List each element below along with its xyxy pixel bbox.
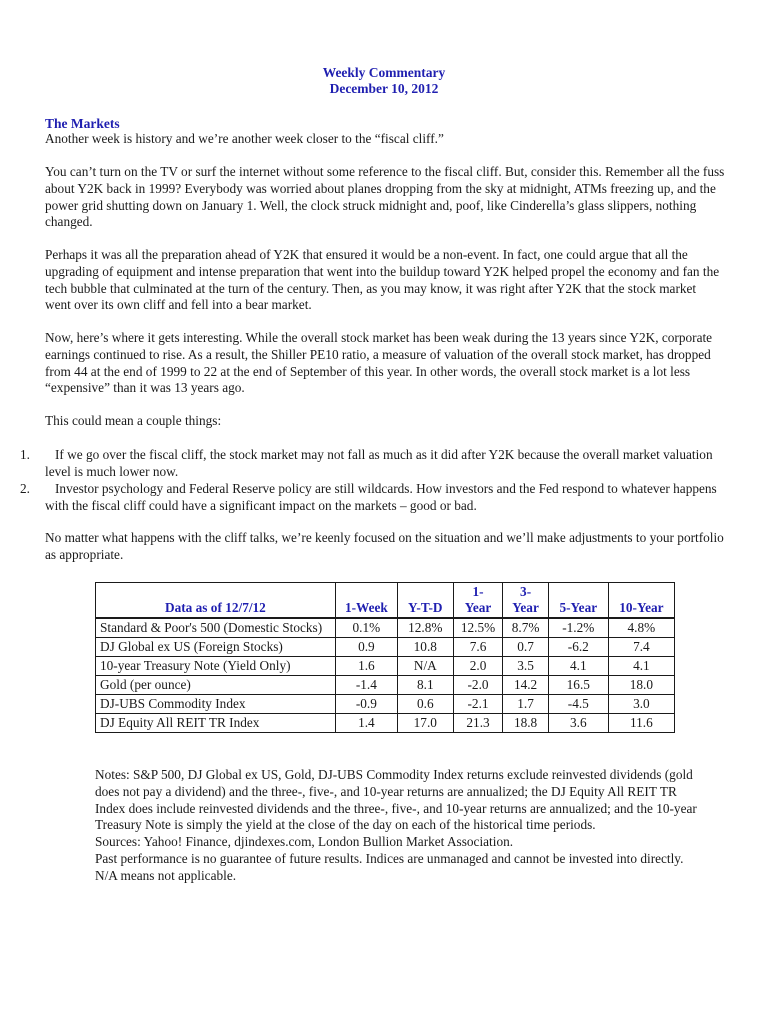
cell-1-year: 21.3 [453, 714, 503, 733]
disclaimer-text: Past performance is no guarantee of future results. Indices are unmanaged and cannot be invested into directly. N/A means not applicable. [95, 850, 684, 883]
table-row [96, 657, 675, 676]
row-name: DJ Equity All REIT TR Index [96, 714, 336, 733]
cell-5-year: 16.5 [548, 676, 608, 695]
sources-text: Sources: Yahoo! Finance, djindexes.com, London Bullion Market Association. [95, 834, 514, 850]
returns-table [95, 582, 675, 733]
table-row [96, 618, 675, 638]
cell-10-year: 11.6 [608, 714, 674, 733]
row-name: Gold (per ounce) [96, 676, 336, 695]
header-1-week: 1-Week [335, 583, 397, 619]
list-number: 2. [20, 481, 30, 496]
header-data-as-of: Data as of 12/7/12 [96, 583, 336, 619]
cell-1-year: -2.1 [453, 695, 503, 714]
cell-ytd: 10.8 [397, 638, 453, 657]
row-name: DJ-UBS Commodity Index [96, 695, 336, 714]
header-3-year: 3- Year [503, 583, 548, 619]
header-ytd: Y-T-D [397, 583, 453, 619]
paragraph-4: This could mean a couple things: [45, 413, 222, 428]
row-name: DJ Global ex US (Foreign Stocks) [96, 638, 336, 657]
table-header-row [96, 583, 675, 619]
cell-10-year: 4.1 [608, 657, 674, 676]
cell-1-week: -0.9 [335, 695, 397, 714]
cell-1-year: 12.5% [453, 618, 503, 638]
cell-1-year: 2.0 [453, 657, 503, 676]
cell-1-week: 0.9 [335, 638, 397, 657]
cell-ytd: 8.1 [397, 676, 453, 695]
cell-3-year: 3.5 [503, 657, 548, 676]
header-10-year: 10-Year [608, 583, 674, 619]
table-row [96, 676, 675, 695]
table-row [96, 714, 675, 733]
cell-10-year: 7.4 [608, 638, 674, 657]
cell-3-year: 8.7% [503, 618, 548, 638]
list-text: If we go over the fiscal cliff, the stock market may not fall as much as it did after Y2K because the overall market valuation level is much lower now. [45, 447, 713, 479]
cell-5-year: -4.5 [548, 695, 608, 714]
table-row [96, 638, 675, 657]
cell-3-year: 18.8 [503, 714, 548, 733]
header-5-year: 5-Year [548, 583, 608, 619]
document-date: December 10, 2012 [329, 81, 439, 96]
cell-10-year: 3.0 [608, 695, 674, 714]
notes-block [95, 767, 705, 885]
cell-1-week: 0.1% [335, 618, 397, 638]
cell-3-year: 0.7 [503, 638, 548, 657]
document-title: Weekly Commentary [322, 65, 446, 80]
cell-10-year: 4.8% [608, 618, 674, 638]
row-name: 10-year Treasury Note (Yield Only) [96, 657, 336, 676]
paragraph-3: Now, here’s where it gets interesting. While the overall stock market has been weak during the 13 years since Y2K, corporate earnings continued to rise. As a result, the Shiller PE10 ratio, a measure of valuation of the overall stock market, has dropped from 44 at the end of 1999 to 22 at the end of September of this year. In other words, the overall stock market is a lot less “expensive” than it was 13 years ago. [45, 330, 713, 396]
cell-1-year: 7.6 [453, 638, 503, 657]
cell-5-year: -6.2 [548, 638, 608, 657]
cell-1-week: 1.4 [335, 714, 397, 733]
cell-ytd: 0.6 [397, 695, 453, 714]
section-heading: The Markets [45, 116, 120, 131]
list-text: Investor psychology and Federal Reserve policy are still wildcards. How investors and the Fed respond to whatever happens with the fiscal cliff could have a significant impact on the markets – good or bad. [45, 481, 717, 513]
title-block [0, 65, 768, 97]
cell-1-year: -2.0 [453, 676, 503, 695]
cell-3-year: 1.7 [503, 695, 548, 714]
notes-text: Notes: S&P 500, DJ Global ex US, Gold, DJ-UBS Commodity Index returns exclude reinvested dividends (gold does not pay a dividend) and the three-, five-, and 10-year returns are annualized; the DJ Equity All REIT TR Index does include reinvested dividends and the three-, five-, and 10-year returns are annualized; and the 10-year Treasury Note is simply the yield at the close of the day on each of the historical time periods. [95, 767, 697, 833]
cell-1-week: 1.6 [335, 657, 397, 676]
cell-3-year: 14.2 [503, 676, 548, 695]
header-1-year: 1- Year [453, 583, 503, 619]
list-number: 1. [20, 447, 30, 462]
intro-paragraph: Another week is history and we’re another week closer to the “fiscal cliff.” [45, 131, 444, 146]
cell-1-week: -1.4 [335, 676, 397, 695]
cell-5-year: 4.1 [548, 657, 608, 676]
row-name: Standard & Poor's 500 (Domestic Stocks) [96, 618, 336, 638]
cell-5-year: -1.2% [548, 618, 608, 638]
cell-ytd: 17.0 [397, 714, 453, 733]
cell-10-year: 18.0 [608, 676, 674, 695]
cell-ytd: N/A [397, 657, 453, 676]
cell-ytd: 12.8% [397, 618, 453, 638]
paragraph-1: You can’t turn on the TV or surf the internet without some reference to the fiscal cliff. But, consider this. Remember all the fuss about Y2K back in 1999? Everybody was worried about planes dropping from the sky at midnight, ATMs freezing up, and the power grid shutting down on January 1. Well, the clock struck midnight and, poof, like Cinderella’s glass slippers, nothing changed. [45, 164, 725, 230]
paragraph-2: Perhaps it was all the preparation ahead of Y2K that ensured it would be a non-event. In fact, one could argue that all the upgrading of equipment and intense preparation that went into the buildup toward Y2K helped propel the economy and fan the tech bubble that culminated at the turn of the century. Then, as you may know, it was right after Y2K that the stock market went over its own cliff and fell into a bear market. [45, 247, 720, 313]
table-row [96, 695, 675, 714]
closing-paragraph: No matter what happens with the cliff talks, we’re keenly focused on the situation and we’ll make adjustments to your portfolio as appropriate. [45, 530, 724, 562]
cell-5-year: 3.6 [548, 714, 608, 733]
